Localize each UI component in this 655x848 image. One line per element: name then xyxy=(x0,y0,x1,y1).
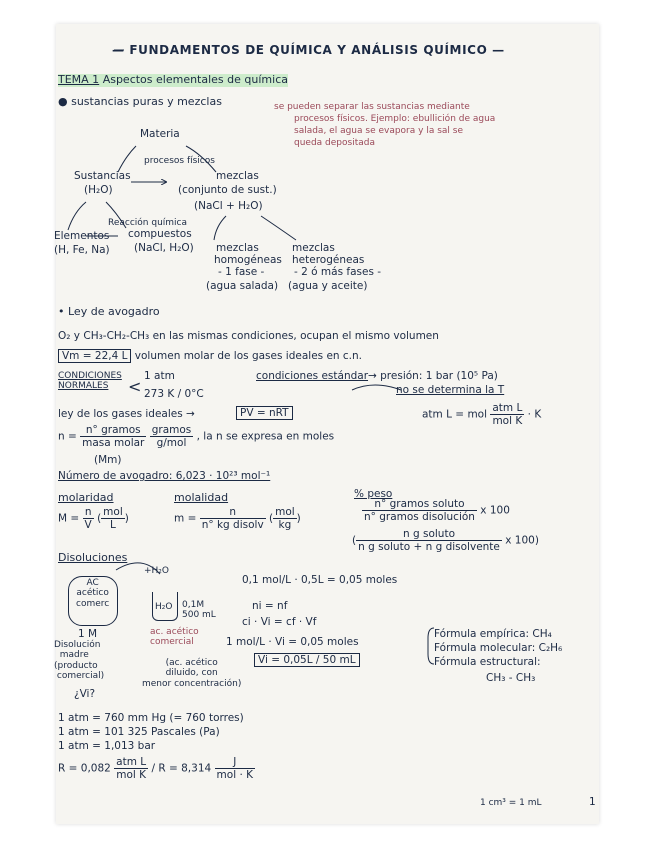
mezclas-example: (NaCl + H₂O) xyxy=(194,200,263,212)
heterog-2: heterogéneas xyxy=(292,254,365,266)
moles-fraction: n° gramos masa molar xyxy=(82,424,145,450)
calc-moles: 0,1 mol/L · 0,5L = 0,05 moles xyxy=(242,574,398,586)
tema-text: Aspectos elementales de química xyxy=(102,73,288,86)
disoluciones-heading: Disoluciones xyxy=(58,551,128,564)
materia-label: Materia xyxy=(140,128,180,140)
compuestos-label: compuestos xyxy=(128,228,192,240)
condiciones-normales: CONDICIONES NORMALES xyxy=(58,371,122,391)
elementos-label: Elementos xyxy=(54,230,110,242)
beaker-water: H₂O xyxy=(155,602,173,612)
note-line-2: procesos físicos. Ejemplo: ebullición de agua xyxy=(294,114,496,124)
units-fraction: atm L mol K xyxy=(492,402,523,428)
bracket-less-than: < xyxy=(128,377,142,396)
pressure-eq-1: 1 atm = 760 mm Hg (= 760 torres) xyxy=(58,712,244,724)
result-vi: Vi = 0,05L / 50 mL xyxy=(254,654,360,666)
homog-1: mezclas xyxy=(216,242,259,254)
calc-vi: 1 mol/L · Vi = 0,05 moles xyxy=(226,636,359,648)
acetico-comercial-note: ac. acético comercial xyxy=(150,627,199,647)
beaker-diluted-values: 0,1M 500 mL xyxy=(182,600,216,621)
formula-empirica: Fórmula empírica: CH₄ xyxy=(434,628,552,640)
homog-4: (agua salada) xyxy=(206,280,279,292)
pressure-eq-3: 1 atm = 1,013 bar xyxy=(58,740,156,752)
moles-formula: n = n° gramos masa molar gramos g/mol , la n se expresa en moles xyxy=(58,424,335,450)
elementos-example: (H, Fe, Na) xyxy=(54,244,110,256)
peso-formula-2: ( n g soluto n g soluto + n g disolvente x 100) xyxy=(352,528,539,554)
heterog-3: - 2 ó más fases - xyxy=(294,266,382,278)
cond-value-1: 1 atm xyxy=(144,370,175,382)
ci-vi-formula: ci · Vi = cf · Vf xyxy=(242,616,317,628)
acetico-diluido: (ac. acético diluido, con menor concentración) xyxy=(142,658,242,689)
pressure-eq-2: 1 atm = 101 325 Pascales (Pa) xyxy=(58,726,220,738)
peso-formula: n° gramos soluto n° gramos disolución x 100 xyxy=(364,498,510,524)
heterog-4: (agua y aceite) xyxy=(288,280,368,292)
page-number: 1 xyxy=(589,796,596,808)
mezclas-definition: (conjunto de sust.) xyxy=(178,184,277,196)
avogadro-line: O₂ y CH₃-CH₂-CH₃ en las mismas condiciones, ocupan el mismo volumen xyxy=(58,330,439,342)
gas-constant-r: R = 0,082 atm L mol K / R = 8,314 J mol · K xyxy=(58,756,254,782)
mezclas-label: mezclas xyxy=(216,170,259,182)
molaridad-title: molaridad xyxy=(58,491,114,504)
vm-box: Vm = 22,4 L xyxy=(58,349,131,363)
beaker-acetico-label: AC acético comerc xyxy=(76,578,110,609)
compuestos-example: (NaCl, H₂O) xyxy=(134,242,194,254)
volumen-molar-row xyxy=(58,350,362,362)
no-temperatura: no se determina la T xyxy=(396,384,505,396)
cm3-ml-equivalence: 1 cm³ = 1 mL xyxy=(480,798,542,808)
ley-gases-label: ley de los gases ideales → xyxy=(58,408,195,420)
vm-text: volumen molar de los gases ideales en c.n. xyxy=(134,350,363,362)
section-avogadro-heading: • Ley de avogadro xyxy=(58,305,160,318)
reaccion-label: Reacción química xyxy=(108,218,188,228)
molalidad-title: molalidad xyxy=(174,491,229,504)
formula-estructural-value: CH₃ - CH₃ xyxy=(486,672,536,684)
homog-3: - 1 fase - xyxy=(218,266,265,278)
section-sustancias-heading: ● sustancias puras y mezclas xyxy=(58,95,222,108)
ni-equals-nf: ni = nf xyxy=(252,600,288,612)
presion-label: → presión: 1 bar (10⁵ Pa) xyxy=(368,370,498,382)
moles-fraction-units: gramos g/mol xyxy=(151,424,192,450)
heterog-1: mezclas xyxy=(292,242,335,254)
disolucion-madre: Disolución madre (producto comercial) xyxy=(54,640,105,682)
add-water-label: +H₂O xyxy=(144,566,170,576)
molalidad-formula: m = n n° kg disolv ( mol kg ) xyxy=(174,506,301,532)
tema-label: TEMA 1 xyxy=(58,73,100,86)
condiciones-estandar: condiciones estándar xyxy=(256,370,369,382)
gas-units: atm L = mol atm L mol K · K xyxy=(422,402,542,428)
cond-value-2: 273 K / 0°C xyxy=(144,388,204,400)
molaridad-formula: M = $\frac{n}{V}$ ( mol L ) xyxy=(58,506,129,532)
note-line-4: queda depositada xyxy=(294,138,375,148)
vi-question: ¿Vi? xyxy=(74,688,96,700)
notebook-page xyxy=(56,24,599,824)
sustancias-label: Sustancias xyxy=(74,170,131,182)
note-line-1: se pueden separar las sustancias mediante xyxy=(274,102,470,112)
numero-avogadro: Número de avogadro: 6,023 · 10²³ mol⁻¹ xyxy=(58,470,271,482)
masa-molar-abbr: (Mm) xyxy=(94,454,122,466)
homog-2: homogéneas xyxy=(214,254,282,266)
formula-estructural: Fórmula estructural: xyxy=(434,656,541,668)
peso-title: % peso xyxy=(354,488,393,500)
pv-box: PV = nRT xyxy=(236,407,293,419)
sustancias-example: (H₂O) xyxy=(84,184,113,196)
procesos-label: procesos físicos xyxy=(144,156,215,166)
one-molar: 1 M xyxy=(78,628,98,640)
tema-heading xyxy=(58,74,288,87)
note-line-3: salada, el agua se evapora y la sal se xyxy=(294,126,463,136)
page-title: — FUNDAMENTOS DE QUÍMICA Y ANÁLISIS QUÍMICO — xyxy=(112,43,505,57)
formula-molecular: Fórmula molecular: C₂H₆ xyxy=(434,642,563,654)
